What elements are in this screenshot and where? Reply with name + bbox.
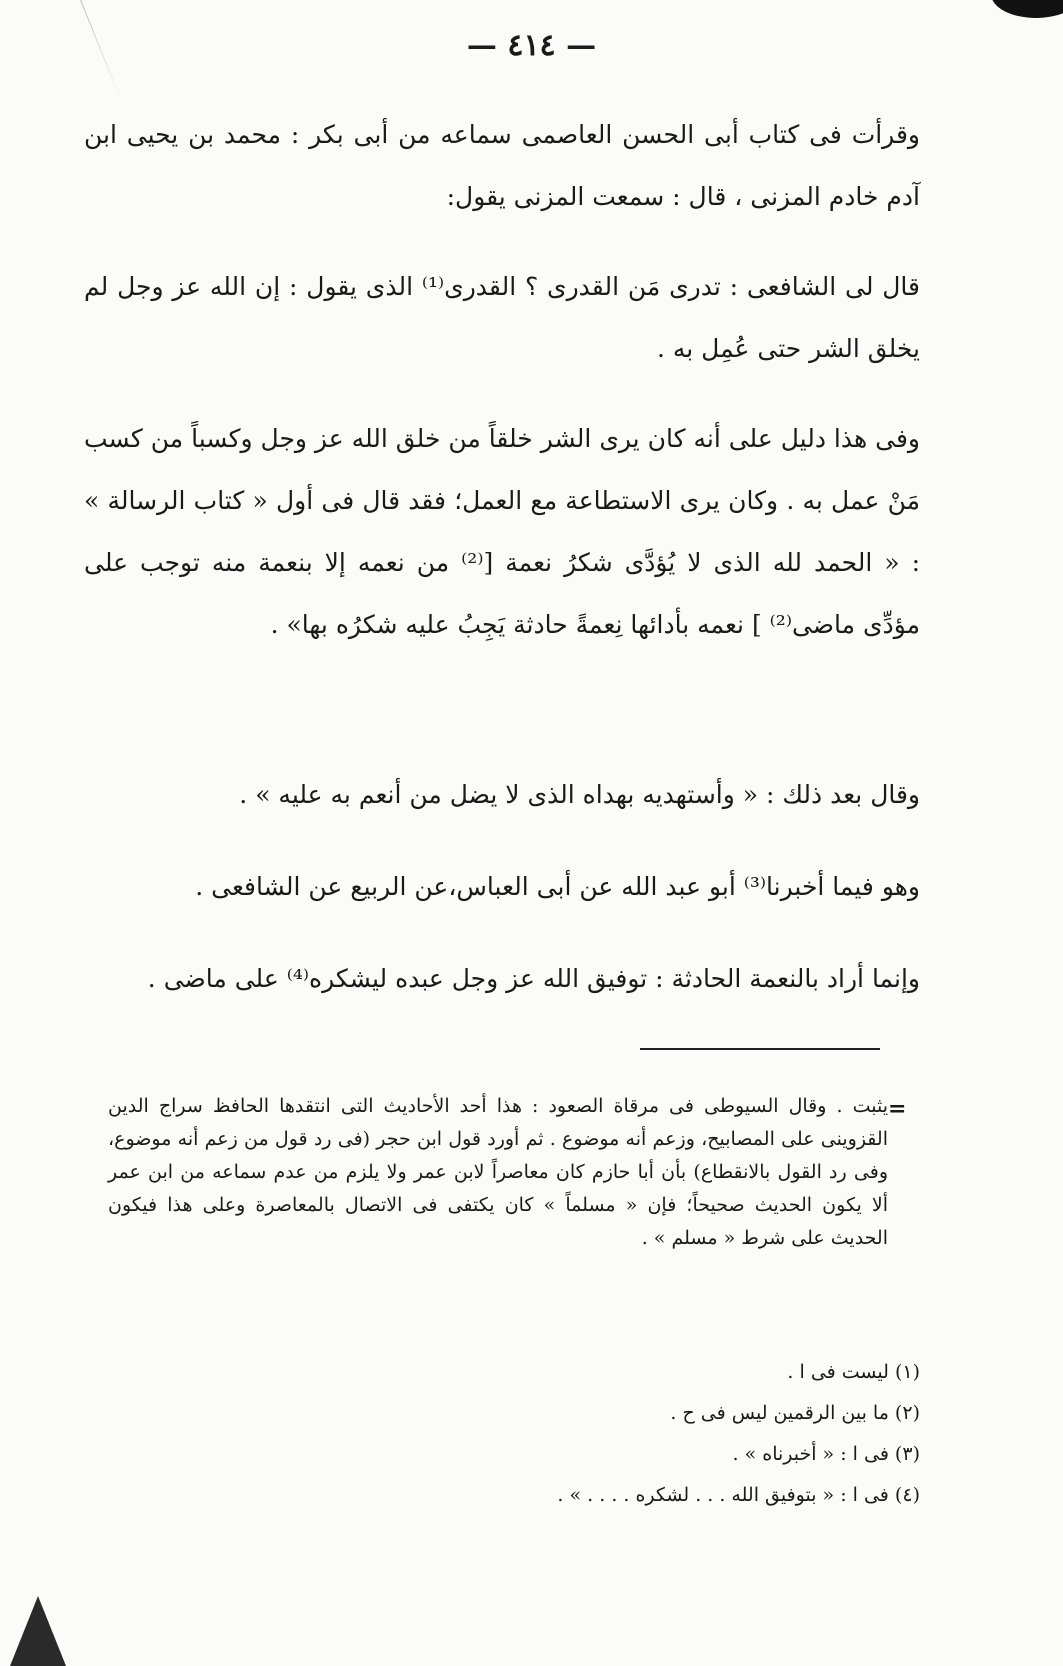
paragraph-4: وقال بعد ذلك : « وأستهديه بهداه الذى لا يضل من أنعم به عليه » . [239, 780, 920, 809]
footnote-divider [640, 1048, 880, 1050]
scan-corner-mark [991, 0, 1063, 18]
page-number: — ٤١٤ — [466, 28, 597, 63]
footnote-2: (٢) ما بين الرقمين ليس فى ح . [670, 1402, 920, 1424]
paragraph-6: وإنما أراد بالنعمة الحادثة : توفيق الله عز وجل عبده ليشكره⁽⁴⁾ على ماضى . [147, 964, 920, 993]
footnote-1: (١) ليست فى ا . [787, 1361, 920, 1383]
footnote-continuation-mark: = [888, 1096, 907, 1122]
paragraph-1: وقرأت فى كتاب أبى الحسن العاصمى سماعه من أبى بكر : محمد بن يحيى ابن آدم خادم المزنى ، قال : سمعت المزنى يقول: [84, 120, 920, 211]
footnote-continuation: يثبت . وقال السيوطى فى مرقاة الصعود : هذا أحد الأحاديث التى انتقدها الحافظ سراج الدين القزوينى على المصابيح، وزعم أنه موضوع . ثم أورد قول ابن حجر (فى رد قول من زعم أنه موضوع، وفى رد القول بالانقطاع) بأن أبا حازم كان معاصراً لابن عمر ولا يلزم من عدم سماعه من ابن عمر ألا يكون الحديث صحيحاً؛ فإن « مسلماً » كان يكتفى فى الاتصال بالمعاصرة وعلى هذا فيكون الحديث على شرط « مسلم » . [108, 1095, 888, 1249]
paragraph-3: وفى هذا دليل على أنه كان يرى الشر خلقاً من خلق الله عز وجل وكسباً من كسب مَنْ عمل به . وكان يرى الاستطاعة مع العمل؛ فقد قال فى أول « كتاب الرسالة » : « الحمد لله الذى لا يُؤدَّى شكرُ نعمة [⁽²⁾ من نعمه إلا بنعمة منه توجب على مؤدِّى ماضى⁽²⁾ ] نعمه بأدائها نِعمةً حادثة يَجِبُ عليه شكرُه بها» . [84, 424, 920, 639]
footnote-3: (٣) فى ا : « أخبرناه » . [732, 1443, 920, 1465]
scan-smudge [10, 1596, 66, 1666]
paragraph-5: وهو فيما أخبرنا⁽³⁾ أبو عبد الله عن أبى العباس،عن الربيع عن الشافعى . [195, 872, 920, 901]
paragraph-2: قال لى الشافعى : تدرى مَن القدرى ؟ القدرى⁽¹⁾ الذى يقول : إن الله عز وجل لم يخلق الشر حتى عُمِل به . [84, 272, 920, 363]
footnote-4: (٤) فى ا : « بتوفيق الله . . . لشكره . . . . » . [557, 1484, 920, 1506]
footnote-list [300, 1352, 920, 1516]
